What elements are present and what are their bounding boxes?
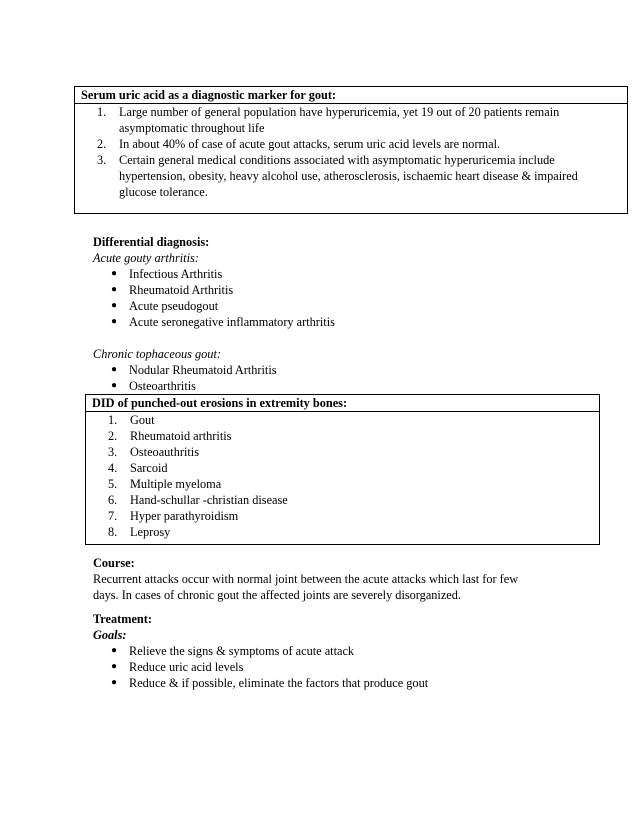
- treatment-section: [93, 611, 613, 691]
- did-list: [86, 412, 599, 540]
- serum-box-heading: Serum uric acid as a diagnostic marker for gout:: [75, 87, 627, 104]
- goals-list: [85, 643, 613, 691]
- course-line: Recurrent attacks occur with normal joint between the acute attacks which last for few: [93, 572, 519, 586]
- course-line: days. In cases of chronic gout the affected joints are severely disorganized.: [93, 588, 461, 602]
- acute-list: [85, 266, 613, 330]
- item-line: asymptomatic throughout life: [119, 121, 265, 135]
- list-item: 4. Sarcoid: [108, 461, 168, 475]
- list-item: 5. Multiple myeloma: [108, 477, 222, 491]
- list-item: [75, 104, 627, 136]
- list-item: ● Osteoarthritis: [111, 379, 196, 393]
- chronic-tophaceous-label: Chronic tophaceous gout:: [93, 347, 221, 361]
- list-item: 2. Rheumatoid arthritis: [108, 429, 232, 443]
- list-item: ● Relieve the signs & symptoms of acute attack: [111, 644, 355, 658]
- differential-section: [93, 234, 613, 394]
- item-line: Large number of general population have hyperuricemia, yet 19 out of 20 patients remain: [119, 105, 560, 119]
- list-item: ● Acute seronegative inflammatory arthritis: [111, 315, 335, 329]
- list-item: ● Rheumatoid Arthritis: [111, 283, 234, 297]
- list-item: ● Reduce uric acid levels: [111, 660, 244, 674]
- list-item: 6. Hand-schullar -christian disease: [108, 493, 288, 507]
- did-box: [85, 394, 600, 545]
- acute-gouty-label: Acute gouty arthritis:: [93, 251, 199, 265]
- item-number: 1.: [97, 105, 107, 119]
- list-item: [75, 136, 627, 152]
- list-item: ● Acute pseudogout: [111, 299, 219, 313]
- treatment-heading: Treatment:: [93, 612, 152, 626]
- differential-heading: Differential diagnosis:: [93, 235, 210, 249]
- list-item: ● Infectious Arthritis: [111, 267, 223, 281]
- item-line: In about 40% of case of acute gout attacks, serum uric acid levels are normal.: [119, 137, 501, 151]
- list-item: ● Reduce & if possible, eliminate the factors that produce gout: [111, 676, 429, 690]
- item-number: 3.: [97, 153, 107, 167]
- list-item: 7. Hyper parathyroidism: [108, 509, 239, 523]
- list-item: [75, 152, 627, 200]
- chronic-list: [85, 362, 613, 394]
- did-box-heading: DID of punched-out erosions in extremity bones:: [86, 395, 599, 412]
- list-item: 8. Leprosy: [108, 525, 171, 539]
- course-heading: Course:: [93, 556, 135, 570]
- item-line: glucose tolerance.: [119, 185, 208, 199]
- list-item: 1. Gout: [108, 413, 155, 427]
- course-section: [93, 555, 613, 603]
- serum-uric-acid-box: [74, 86, 628, 214]
- list-item: ● Nodular Rheumatoid Arthritis: [111, 363, 277, 377]
- item-line: Certain general medical conditions associated with asymptomatic hyperuricemia include: [119, 153, 555, 167]
- item-number: 2.: [97, 137, 107, 151]
- item-line: hypertension, obesity, heavy alcohol use, atherosclerosis, ischaemic heart disease & impaired: [119, 169, 578, 183]
- list-item: 3. Osteoauthritis: [108, 445, 199, 459]
- goals-label: Goals:: [93, 628, 127, 642]
- serum-box-list: [75, 104, 627, 200]
